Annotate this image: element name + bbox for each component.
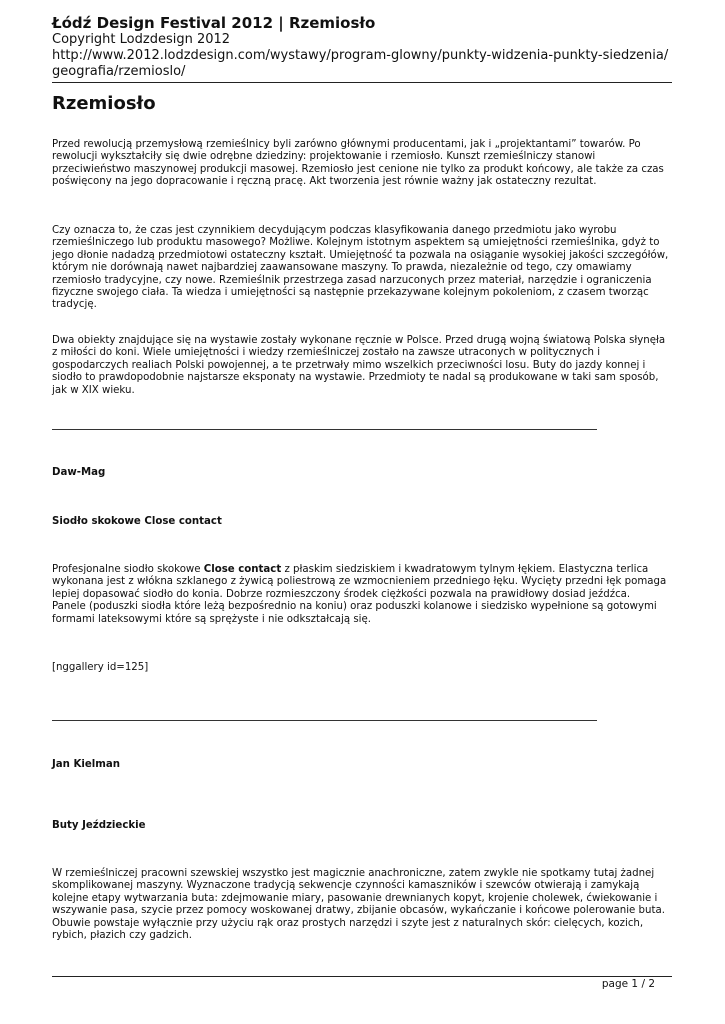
product-name-1: Siodło skokowe Close contact <box>52 516 222 527</box>
section-divider-2 <box>52 720 597 721</box>
source-url[interactable]: http://www.2012.lodzdesign.com/wystawy/program-glowny/punkty-widzenia-punkty-siedzenia/geografia/rzemioslo/ <box>52 48 669 79</box>
section-divider-1 <box>52 429 597 430</box>
intro-paragraph-2: Czy oznacza to, że czas jest czynnikiem decydującym podczas klasyfikowania danego przedmiotu jako wyrobu rzemieślniczego lub produktu masowego? Możliwe. Kolejnym istotnym aspektem są umiejętności rzemieślnika, gdyż to jego dłonie nadadzą przedmiotowi ostateczny kształt. Umiejętność ta pozwala na osiąganie wysokiej jakości szczegółów, którym nie dorównają nawet najbardziej zaawansowane maszyny. To prawda, niezależnie od tego, czy omawiamy rzemiosło tradycyjne, czy nowe. Rzemieślnik przestrzega zasad narzuconych przez materiał, narzędzie i ograniczenia fizyczne swojego ciała. Ta wiedza i umiejętności są następnie przekazywane kolejnym pokoleniom, z czasem tworząc tradycję. <box>52 225 669 311</box>
product-name-2: Buty Jeździeckie <box>52 820 146 831</box>
desc-text: Profesjonalne siodło skokowe <box>52 564 204 575</box>
copyright-line: Copyright Lodzdesign 2012 <box>52 32 231 47</box>
site-title: Łódź Design Festival 2012 | Rzemiosło <box>52 14 376 32</box>
maker-name-1: Daw-Mag <box>52 467 106 478</box>
intro-paragraph-3: Dwa obiekty znajdujące się na wystawie zostały wykonane ręcznie w Polsce. Przed drugą wojną światową Polska słynęła z miłości do koni. Wiele umiejętności i wiedzy rzemieślniczej zostało na zawsze utraconych w politycznych i gospodarczych realiach Polski powojennej, a te przetrwały mimo wszelkich przeciwności losu. Buty do jazdy konnej i siodło to prawdopodobnie najstarsze eksponaty na wystawie. Przedmioty te nadal są produkowane w taki sam sposób, jak w XIX wieku. <box>52 335 666 396</box>
desc-text-2: Panele (poduszki siodła które leżą bezpośrednio na koniu) oraz poduszki kolanowe i siedzisko wypełnione są gotowymi formami lateksowymi które są sprężyste i nie odkształcają się. <box>52 601 657 625</box>
footer-divider <box>52 976 672 977</box>
document-header <box>52 14 672 80</box>
page-number: page 1 / 2 <box>601 978 655 990</box>
desc-bold: Close contact <box>203 564 282 575</box>
header-divider <box>52 82 672 83</box>
product-description-1 <box>52 564 672 626</box>
desc-text-after: z płaskim siedziskiem i kwadratowym tylnym łękiem. Elastyczna terlica wykonana jest z włókna szklanego z żywicą poliestrową ze wzmocnieniem przedniego łęku. Wycięty przedni łęk pomaga lepiej dopasować siodło do konia. Dobrze rozmieszczony środek ciężkości pozwala na prawidłowy dosiad jeźdźca. <box>52 564 667 600</box>
page-title: Rzemiosło <box>52 93 156 114</box>
intro-paragraph-1: Przed rewolucją przemysłową rzemieślnicy byli zarówno głównymi producentami, jak i „projektantami” towarów. Po rewolucji wykształciły się dwie odrębne dziedziny: projektowanie i rzemiosło. Kunszt rzemieślniczy stanowi przeciwieństwo maszynowej produkcji masowej. Rzemiosło jest cenione nie tylko za produkt końcowy, ale także za czas poświęcony na jego dopracowanie i ręczną pracę. Akt tworzenia jest równie ważny jak ostateczny rezultat. <box>52 139 664 188</box>
product-description-2: W rzemieślniczej pracowni szewskiej wszystko jest magicznie anachroniczne, zatem zwykle nie spotkamy tutaj żadnej skomplikowanej maszyny. Wyznaczone tradycją sekwencje czynności kamaszników i szewców otwierają i zamykają kolejne etapy wytwarzania buta: zdejmowanie miary, pasowanie drewnianych kopyt, krojenie cholewek, ćwiekowanie i wszywanie pasa, szycie przez pomocy woskowanej dratwy, zbijanie obcasów, wykańczanie i końcowe polerowanie buta. Obuwie powstaje wyłącznie przy użyciu rąk oraz prostych narzędzi i szyte jest z naturalnych skór: cielęcych, kozich, rybich, płazich czy gadzich. <box>52 868 665 942</box>
maker-name-2: Jan Kielman <box>52 759 120 770</box>
gallery-shortcode: [nggallery id=125] <box>52 662 149 673</box>
